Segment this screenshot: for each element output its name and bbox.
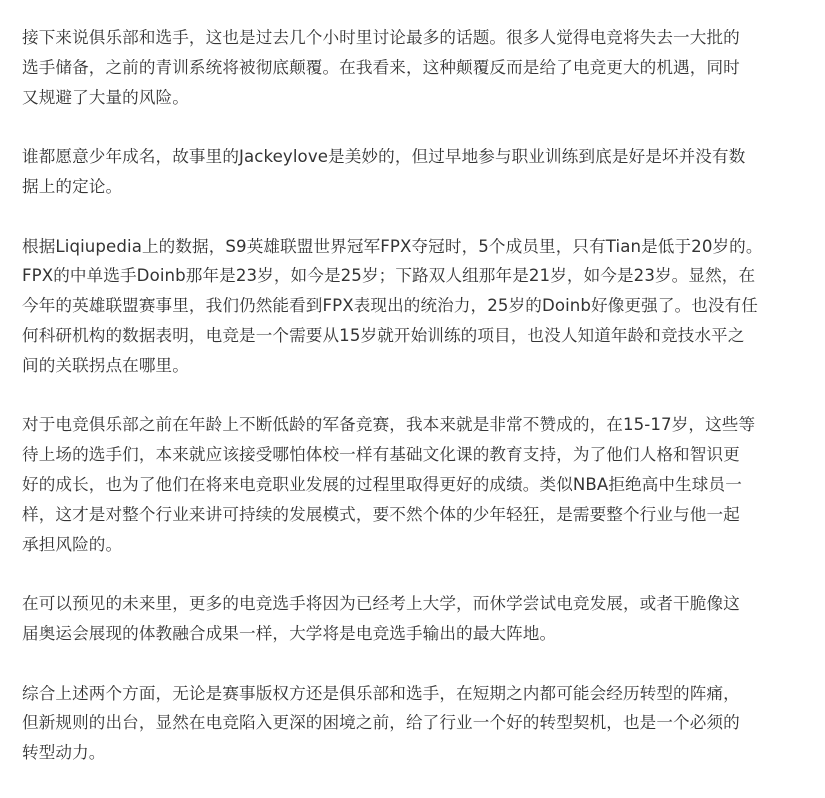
paragraph: [22, 23, 822, 112]
text-line: 谁都愿意少年成名，故事里的Jackeylove是美妙的，但过早地参与职业训练到底是好是坏并没有数: [22, 147, 746, 167]
text-line: 好的成长，也为了他们在将来电竞职业发展的过程里取得更好的成绩。类似NBA拒绝高中生球员一: [22, 474, 742, 494]
text-line: 样，这才是对整个行业来讲可持续的发展模式，要不然个体的少年轻狂，是需要整个行业与他一起: [22, 504, 740, 524]
article-body: [22, 23, 822, 798]
text-line: 在可以预见的未来里，更多的电竞选手将因为已经考上大学，而休学尝试电竞发展，或者干脆像这: [22, 594, 740, 614]
text-line: 接下来说俱乐部和选手，这也是过去几个小时里讨论最多的话题。很多人觉得电竞将失去一大批的: [22, 28, 740, 47]
text-line: 待上场的选手们，本来就应该接受哪怕体校一样有基础文化课的教育支持，为了他们人格和智识更: [22, 445, 740, 465]
text-line: 今年的英雄联盟赛事里，我们仍然能看到FPX表现出的统治力，25岁的Doinb好像更强了。也没有任: [22, 296, 758, 316]
text-line: 承担风险的。: [22, 534, 123, 554]
text-line: 选手储备，之前的青训系统将被彻底颠覆。在我看来，这种颠覆反而是给了电竞更大的机遇，同时: [22, 57, 740, 77]
text-line: 据上的定论。: [22, 176, 123, 196]
text-line: 综合上述两个方面，无论是赛事版权方还是俱乐部和选手，在短期之内都可能会经历转型的阵痛，: [22, 683, 740, 703]
paragraph: [22, 232, 822, 381]
text-line: 对于电竞俱乐部之前在年龄上不断低龄的军备竞赛，我本来就是非常不赞成的，在15-17岁，这些等: [22, 415, 756, 435]
paragraph: [22, 589, 822, 649]
text-line: 根据Liqiupedia上的数据，S9英雄联盟世界冠军FPX夺冠时，5个成员里，只有Tian是低于20岁的。: [22, 236, 763, 256]
paragraph: [22, 679, 822, 768]
paragraph: [22, 410, 822, 559]
text-line: 又规避了大量的风险。: [22, 87, 189, 107]
text-line: FPX的中单选手Doinb那年是23岁，如今是25岁；下路双人组那年是21岁，如今是23岁。显然，在: [22, 266, 756, 286]
text-line: 但新规则的出台，显然在电竞陷入更深的困境之前，给了行业一个好的转型契机，也是一个必须的: [22, 713, 740, 733]
text-line: 何科研机构的数据表明，电竞是一个需要从15岁就开始训练的项目，也没人知道年龄和竞技水平之: [22, 325, 745, 345]
paragraph: [22, 142, 822, 202]
text-line: 转型动力。: [22, 743, 106, 763]
text-line: 间的关联拐点在哪里。: [22, 355, 189, 375]
text-line: 届奥运会展现的体教融合成果一样，大学将是电竞选手输出的最大阵地。: [22, 623, 557, 643]
